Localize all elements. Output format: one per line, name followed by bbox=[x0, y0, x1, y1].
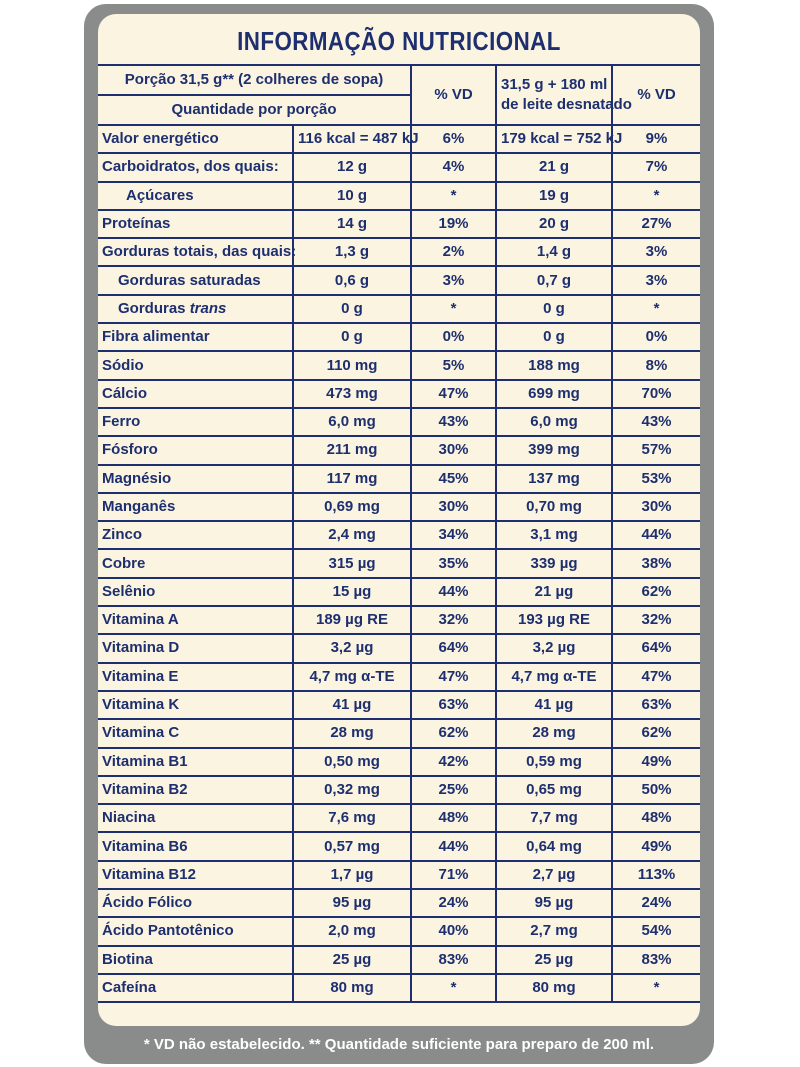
vd-prepared: * bbox=[612, 974, 700, 1002]
table-row bbox=[98, 748, 700, 776]
quantity-prepared: 21 µg bbox=[496, 578, 612, 606]
nutrient-label bbox=[98, 804, 293, 832]
nutrient-label-italic: trans bbox=[189, 299, 227, 317]
vd-prepared: 30% bbox=[612, 493, 700, 521]
nutrient-label bbox=[98, 832, 293, 860]
nutrient-label-text: Zinco bbox=[102, 526, 142, 544]
nutrient-label bbox=[98, 125, 293, 153]
nutrient-label bbox=[98, 380, 293, 408]
vd-prepared: 24% bbox=[612, 889, 700, 917]
nutrient-label bbox=[98, 436, 293, 464]
vd-per-portion: 30% bbox=[411, 493, 496, 521]
nutrient-label bbox=[98, 182, 293, 210]
table-row bbox=[98, 974, 700, 1002]
vd1-header: % VD bbox=[411, 65, 496, 125]
nutrient-label bbox=[98, 578, 293, 606]
quantity-prepared: 0,59 mg bbox=[496, 748, 612, 776]
vd-prepared: 43% bbox=[612, 408, 700, 436]
nutrient-label-text: Gorduras bbox=[118, 299, 186, 317]
vd-per-portion: 35% bbox=[411, 549, 496, 577]
vd-per-portion: 42% bbox=[411, 748, 496, 776]
quantity-prepared: 28 mg bbox=[496, 719, 612, 747]
nutrient-label-text: Gorduras saturadas bbox=[118, 271, 261, 289]
nutrient-label-text: Vitamina B12 bbox=[102, 865, 196, 883]
vd-per-portion: 47% bbox=[411, 380, 496, 408]
quantity-prepared: 699 mg bbox=[496, 380, 612, 408]
vd-prepared: 63% bbox=[612, 691, 700, 719]
quantity-per-portion: 7,6 mg bbox=[293, 804, 411, 832]
nutrient-label-text: Fósforo bbox=[102, 441, 158, 459]
nutrient-label-text: Vitamina C bbox=[102, 724, 180, 742]
nutrient-label-text: Ácido Fólico bbox=[102, 894, 192, 912]
vd-prepared: 27% bbox=[612, 210, 700, 238]
prep-header bbox=[496, 65, 632, 125]
vd-prepared: * bbox=[612, 182, 700, 210]
vd-per-portion: 44% bbox=[411, 578, 496, 606]
nutrient-label-text: Biotina bbox=[102, 950, 153, 968]
nutrient-label-text: Ferro bbox=[102, 413, 141, 431]
vd-per-portion: * bbox=[411, 295, 496, 323]
vd-per-portion: 62% bbox=[411, 719, 496, 747]
quantity-prepared: 95 µg bbox=[496, 889, 612, 917]
table-row bbox=[98, 946, 700, 974]
vd-prepared: 32% bbox=[612, 606, 700, 634]
vd-per-portion: 64% bbox=[411, 634, 496, 662]
quantity-per-portion: 4,7 mg α-TE bbox=[293, 663, 411, 691]
nutrient-label bbox=[98, 917, 293, 945]
quantity-prepared: 3,1 mg bbox=[496, 521, 612, 549]
vd-per-portion: 34% bbox=[411, 521, 496, 549]
vd-per-portion: 24% bbox=[411, 889, 496, 917]
footnote: * VD não estabelecido. ** Quantidade suficiente para preparo de 200 ml. bbox=[143, 1036, 655, 1053]
quantity-prepared: 137 mg bbox=[496, 465, 612, 493]
quantity-prepared: 3,2 µg bbox=[496, 634, 612, 662]
vd-prepared: 7% bbox=[612, 153, 700, 181]
prep-header-line2: de leite desnatado bbox=[501, 96, 632, 113]
table-row bbox=[98, 153, 700, 181]
nutrient-label bbox=[98, 663, 293, 691]
vd-per-portion: 30% bbox=[411, 436, 496, 464]
nutrient-label-text: Selênio bbox=[102, 582, 156, 600]
table-row bbox=[98, 493, 700, 521]
nutrient-label bbox=[98, 295, 293, 323]
nutrient-label-text: Magnésio bbox=[102, 469, 172, 487]
quantity-prepared: 0,7 g bbox=[496, 266, 612, 294]
table-row bbox=[98, 323, 700, 351]
nutrient-label bbox=[98, 323, 293, 351]
quantity-prepared: 0,70 mg bbox=[496, 493, 612, 521]
vd-per-portion: 0% bbox=[411, 323, 496, 351]
quantity-per-portion: 189 µg RE bbox=[293, 606, 411, 634]
vd-prepared: 3% bbox=[612, 266, 700, 294]
quantity-prepared: 0,64 mg bbox=[496, 832, 612, 860]
vd-per-portion: 19% bbox=[411, 210, 496, 238]
nutrient-label bbox=[98, 719, 293, 747]
vd-prepared: 62% bbox=[612, 578, 700, 606]
nutrient-label bbox=[98, 266, 293, 294]
vd-per-portion: 2% bbox=[411, 238, 496, 266]
vd-per-portion: 71% bbox=[411, 861, 496, 889]
quantity-per-portion: 0,32 mg bbox=[293, 776, 411, 804]
quantity-per-portion: 0,6 g bbox=[293, 266, 411, 294]
quantity-header: Quantidade por porção bbox=[98, 95, 411, 125]
table-row bbox=[98, 889, 700, 917]
table-row bbox=[98, 719, 700, 747]
nutrient-label bbox=[98, 493, 293, 521]
quantity-prepared: 399 mg bbox=[496, 436, 612, 464]
table-row bbox=[98, 465, 700, 493]
quantity-per-portion: 0,50 mg bbox=[293, 748, 411, 776]
quantity-prepared: 25 µg bbox=[496, 946, 612, 974]
nutrient-label bbox=[98, 408, 293, 436]
nutrient-label-text: Vitamina B2 bbox=[102, 780, 188, 798]
nutrient-label-text: Fibra alimentar bbox=[102, 328, 210, 346]
quantity-per-portion: 315 µg bbox=[293, 549, 411, 577]
nutrient-label bbox=[98, 889, 293, 917]
table-row bbox=[98, 634, 700, 662]
table-row bbox=[98, 861, 700, 889]
vd-per-portion: 6% bbox=[411, 125, 496, 153]
table-row bbox=[98, 238, 700, 266]
table-row bbox=[98, 917, 700, 945]
nutrient-label-text: Ácido Pantotênico bbox=[102, 922, 234, 940]
quantity-prepared: 41 µg bbox=[496, 691, 612, 719]
vd-prepared: 53% bbox=[612, 465, 700, 493]
vd-prepared: 48% bbox=[612, 804, 700, 832]
quantity-prepared: 80 mg bbox=[496, 974, 612, 1002]
vd-prepared: 70% bbox=[612, 380, 700, 408]
nutrient-label bbox=[98, 465, 293, 493]
vd-prepared: * bbox=[612, 295, 700, 323]
vd-prepared: 83% bbox=[612, 946, 700, 974]
table-row bbox=[98, 125, 700, 153]
vd-prepared: 38% bbox=[612, 549, 700, 577]
quantity-prepared: 2,7 µg bbox=[496, 861, 612, 889]
header-row-1 bbox=[98, 65, 700, 95]
quantity-prepared: 6,0 mg bbox=[496, 408, 612, 436]
table-row bbox=[98, 578, 700, 606]
quantity-prepared: 0 g bbox=[496, 295, 612, 323]
quantity-prepared: 0 g bbox=[496, 323, 612, 351]
vd-per-portion: 47% bbox=[411, 663, 496, 691]
table-row bbox=[98, 663, 700, 691]
quantity-per-portion: 1,3 g bbox=[293, 238, 411, 266]
quantity-prepared: 188 mg bbox=[496, 351, 612, 379]
quantity-prepared: 20 g bbox=[496, 210, 612, 238]
quantity-per-portion: 80 mg bbox=[293, 974, 411, 1002]
quantity-per-portion: 0,57 mg bbox=[293, 832, 411, 860]
quantity-per-portion: 14 g bbox=[293, 210, 411, 238]
vd-prepared: 8% bbox=[612, 351, 700, 379]
vd-prepared: 49% bbox=[612, 832, 700, 860]
quantity-prepared: 4,7 mg α-TE bbox=[496, 663, 612, 691]
nutrient-label-text: Vitamina B1 bbox=[102, 752, 188, 770]
vd-prepared: 47% bbox=[612, 663, 700, 691]
table-row bbox=[98, 295, 700, 323]
quantity-prepared: 2,7 mg bbox=[496, 917, 612, 945]
nutrient-label-text: Vitamina A bbox=[102, 611, 179, 629]
table-row bbox=[98, 549, 700, 577]
table-row bbox=[98, 351, 700, 379]
nutrient-label bbox=[98, 351, 293, 379]
table-row bbox=[98, 408, 700, 436]
table-row bbox=[98, 606, 700, 634]
nutrient-label-text: Açúcares bbox=[126, 186, 194, 204]
quantity-prepared: 193 µg RE bbox=[496, 606, 612, 634]
table-row bbox=[98, 436, 700, 464]
quantity-prepared: 0,65 mg bbox=[496, 776, 612, 804]
quantity-per-portion: 0 g bbox=[293, 323, 411, 351]
table-row bbox=[98, 776, 700, 804]
nutrient-label bbox=[98, 861, 293, 889]
nutrient-label-text: Cobre bbox=[102, 554, 146, 572]
quantity-per-portion: 0,69 mg bbox=[293, 493, 411, 521]
vd-per-portion: 5% bbox=[411, 351, 496, 379]
vd-per-portion: 25% bbox=[411, 776, 496, 804]
quantity-per-portion: 41 µg bbox=[293, 691, 411, 719]
vd-prepared: 44% bbox=[612, 521, 700, 549]
quantity-per-portion: 211 mg bbox=[293, 436, 411, 464]
table-row bbox=[98, 691, 700, 719]
vd-per-portion: 4% bbox=[411, 153, 496, 181]
nutrient-label-text: Cálcio bbox=[102, 384, 148, 402]
quantity-per-portion: 25 µg bbox=[293, 946, 411, 974]
nutrient-label-text: Vitamina B6 bbox=[102, 837, 188, 855]
vd-prepared: 64% bbox=[612, 634, 700, 662]
prep-header-line1: 31,5 g + 180 ml bbox=[501, 76, 608, 93]
quantity-per-portion: 1,7 µg bbox=[293, 861, 411, 889]
quantity-per-portion: 3,2 µg bbox=[293, 634, 411, 662]
nutrient-label-text: Vitamina E bbox=[102, 667, 179, 685]
quantity-per-portion: 116 kcal = 487 kJ bbox=[293, 125, 411, 153]
quantity-per-portion: 15 µg bbox=[293, 578, 411, 606]
nutrition-title: INFORMAÇÃO NUTRICIONAL bbox=[237, 26, 561, 56]
quantity-prepared: 179 kcal = 752 kJ bbox=[496, 125, 612, 153]
nutrient-label bbox=[98, 776, 293, 804]
nutrient-label-text: Vitamina K bbox=[102, 696, 180, 714]
nutrient-label bbox=[98, 946, 293, 974]
portion-header: Porção 31,5 g** (2 colheres de sopa) bbox=[98, 65, 411, 95]
quantity-per-portion: 12 g bbox=[293, 153, 411, 181]
quantity-per-portion: 6,0 mg bbox=[293, 408, 411, 436]
vd-per-portion: * bbox=[411, 974, 496, 1002]
table-row bbox=[98, 832, 700, 860]
vd-per-portion: 40% bbox=[411, 917, 496, 945]
nutrient-label-text: Vitamina D bbox=[102, 639, 180, 657]
table-row bbox=[98, 521, 700, 549]
vd-prepared: 9% bbox=[612, 125, 700, 153]
nutrient-label bbox=[98, 210, 293, 238]
vd-per-portion: 48% bbox=[411, 804, 496, 832]
table-row bbox=[98, 182, 700, 210]
vd-prepared: 50% bbox=[612, 776, 700, 804]
quantity-prepared: 21 g bbox=[496, 153, 612, 181]
quantity-per-portion: 110 mg bbox=[293, 351, 411, 379]
vd-per-portion: 63% bbox=[411, 691, 496, 719]
nutrient-label-text: Gorduras totais, das quais: bbox=[102, 243, 297, 261]
nutrient-label-text: Valor energético bbox=[102, 130, 219, 148]
nutrition-table bbox=[98, 64, 700, 1003]
quantity-per-portion: 0 g bbox=[293, 295, 411, 323]
vd-per-portion: 83% bbox=[411, 946, 496, 974]
nutrient-label bbox=[98, 634, 293, 662]
nutrient-label-text: Sódio bbox=[102, 356, 144, 374]
quantity-per-portion: 2,0 mg bbox=[293, 917, 411, 945]
nutrient-label bbox=[98, 974, 293, 1002]
vd-per-portion: 44% bbox=[411, 832, 496, 860]
quantity-prepared: 7,7 mg bbox=[496, 804, 612, 832]
nutrient-label bbox=[98, 606, 293, 634]
vd-per-portion: 32% bbox=[411, 606, 496, 634]
nutrient-label bbox=[98, 549, 293, 577]
vd-prepared: 0% bbox=[612, 323, 700, 351]
vd-per-portion: * bbox=[411, 182, 496, 210]
nutrient-label bbox=[98, 748, 293, 776]
quantity-prepared: 1,4 g bbox=[496, 238, 612, 266]
quantity-per-portion: 473 mg bbox=[293, 380, 411, 408]
nutrient-label bbox=[98, 691, 293, 719]
nutrient-label-text: Cafeína bbox=[102, 979, 157, 997]
vd-prepared: 54% bbox=[612, 917, 700, 945]
quantity-per-portion: 95 µg bbox=[293, 889, 411, 917]
quantity-prepared: 19 g bbox=[496, 182, 612, 210]
vd-prepared: 62% bbox=[612, 719, 700, 747]
table-row bbox=[98, 210, 700, 238]
quantity-per-portion: 28 mg bbox=[293, 719, 411, 747]
vd-prepared: 3% bbox=[612, 238, 700, 266]
vd-prepared: 113% bbox=[612, 861, 700, 889]
table-row bbox=[98, 804, 700, 832]
nutrient-label-text: Carboidratos, dos quais: bbox=[102, 158, 279, 176]
table-row bbox=[98, 380, 700, 408]
vd-prepared: 49% bbox=[612, 748, 700, 776]
quantity-per-portion: 10 g bbox=[293, 182, 411, 210]
vd-per-portion: 45% bbox=[411, 465, 496, 493]
vd2-header: % VD bbox=[612, 65, 700, 125]
nutrient-label-text: Niacina bbox=[102, 809, 156, 827]
vd-prepared: 57% bbox=[612, 436, 700, 464]
nutrient-label bbox=[98, 153, 293, 181]
nutrient-label bbox=[98, 238, 297, 266]
quantity-per-portion: 2,4 mg bbox=[293, 521, 411, 549]
quantity-per-portion: 117 mg bbox=[293, 465, 411, 493]
quantity-prepared: 339 µg bbox=[496, 549, 612, 577]
nutrient-label bbox=[98, 521, 293, 549]
nutrient-label-text: Manganês bbox=[102, 498, 176, 515]
vd-per-portion: 3% bbox=[411, 266, 496, 294]
vd-per-portion: 43% bbox=[411, 408, 496, 436]
table-row bbox=[98, 266, 700, 294]
nutrient-label-text: Proteínas bbox=[102, 215, 171, 233]
